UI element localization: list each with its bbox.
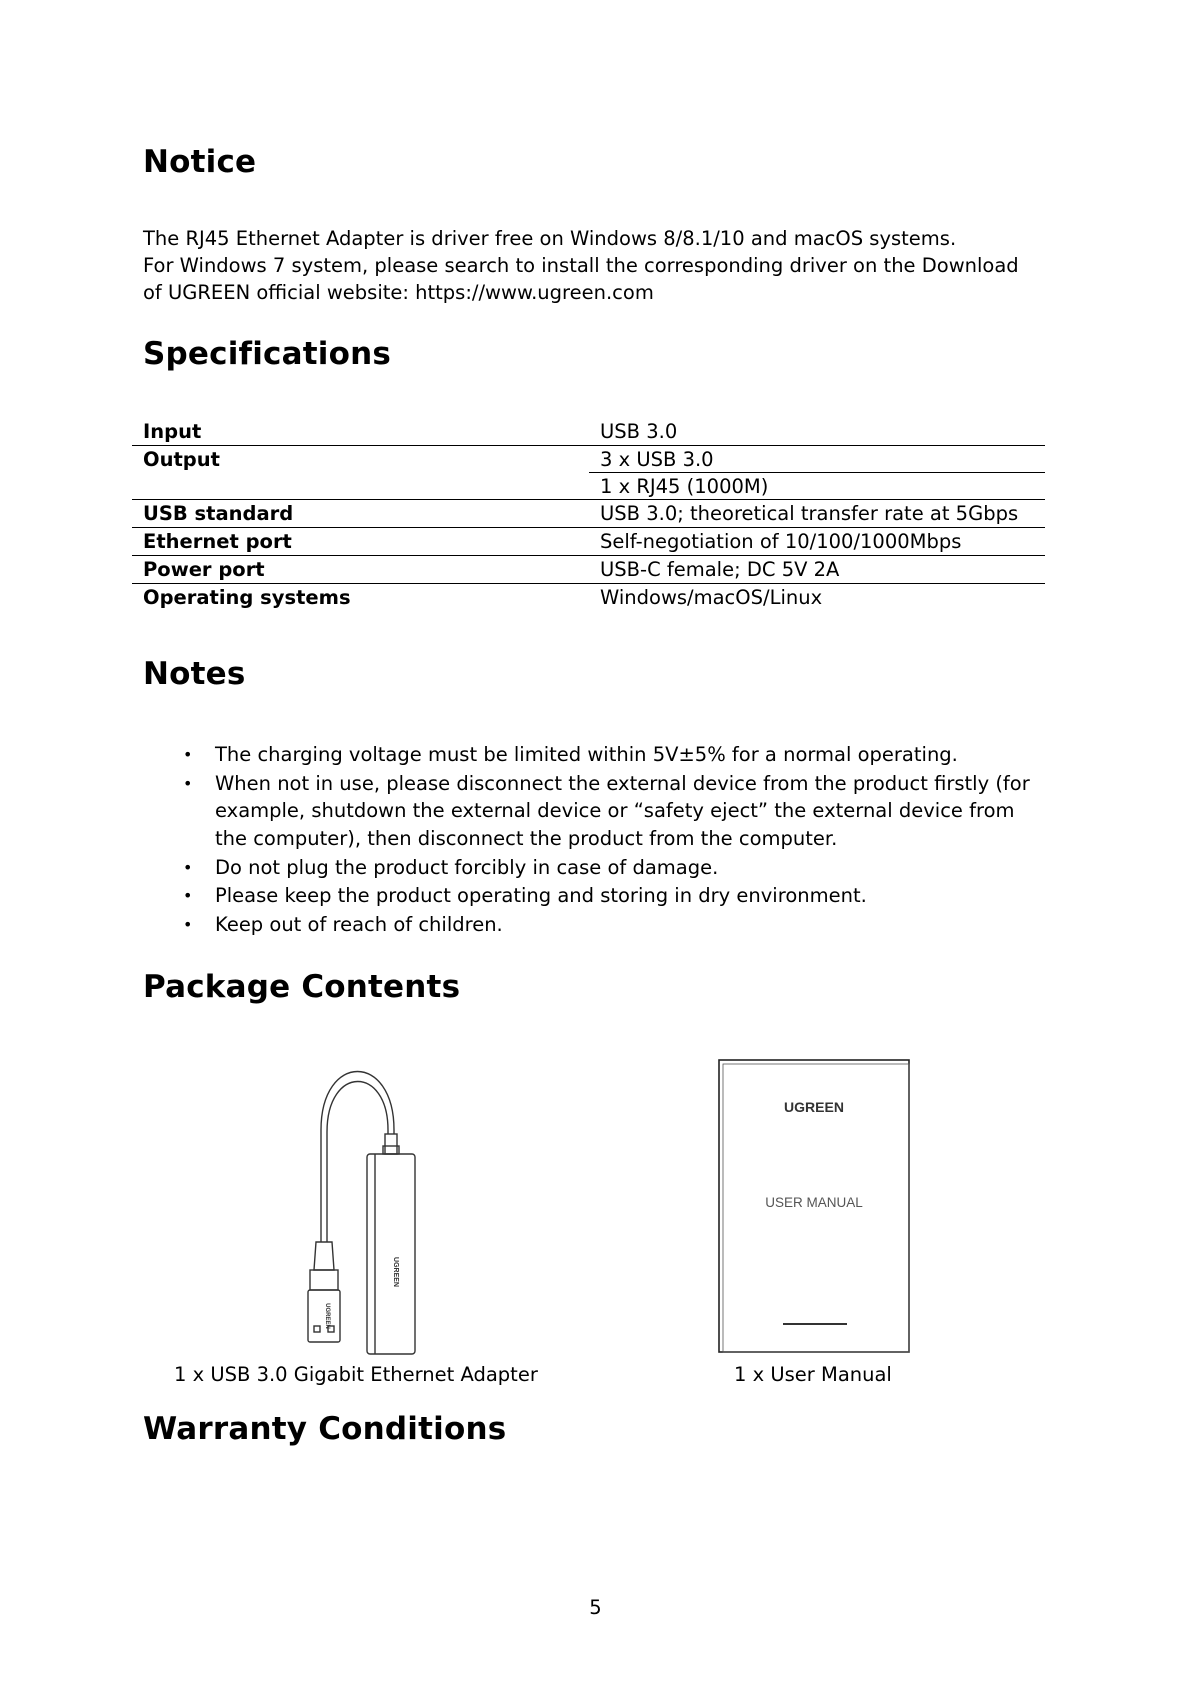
page-number: 5 bbox=[589, 1596, 602, 1619]
spec-label: Ethernet port bbox=[143, 530, 292, 554]
spec-label: Output bbox=[143, 447, 220, 471]
list-item bbox=[176, 741, 1076, 769]
note-line: The charging voltage must be limited within 5V±5% for a normal operating. bbox=[215, 743, 958, 766]
spec-value: 1 x RJ45 (1000M) bbox=[600, 474, 769, 498]
spec-label: Operating systems bbox=[143, 585, 351, 609]
spec-row bbox=[132, 528, 1045, 556]
list-item bbox=[176, 911, 1076, 939]
list-item bbox=[176, 770, 1076, 853]
spec-value: USB 3.0 bbox=[600, 420, 678, 443]
notice-line-3: of UGREEN official website: https://www.ugreen.com bbox=[143, 281, 654, 304]
spec-value: USB-C female; DC 5V 2A bbox=[600, 557, 840, 581]
bullet-icon: • bbox=[183, 886, 193, 906]
note-line: Keep out of reach of children. bbox=[215, 913, 503, 937]
spec-value: Windows/macOS/Linux bbox=[600, 585, 823, 609]
spec-row bbox=[132, 500, 1045, 528]
bullet-icon: • bbox=[183, 915, 193, 935]
spec-label: Input bbox=[143, 420, 202, 443]
list-item bbox=[176, 882, 1076, 910]
warranty-heading: Warranty Conditions bbox=[143, 1411, 507, 1447]
usb-ethernet-adapter-illustration bbox=[290, 1060, 440, 1360]
adapter-brand-text: UGREEN bbox=[392, 1257, 399, 1287]
package-contents-heading: Package Contents bbox=[143, 969, 461, 1005]
adapter-caption: 1 x USB 3.0 Gigabit Ethernet Adapter bbox=[174, 1363, 538, 1386]
user-manual-illustration bbox=[717, 1058, 913, 1358]
bullet-icon: • bbox=[183, 773, 193, 793]
spec-label bbox=[132, 473, 589, 500]
spec-row bbox=[132, 446, 1045, 473]
note-line: When not in use, please disconnect the external device from the product firstly (for bbox=[215, 771, 1030, 795]
notice-line-2: For Windows 7 system, please search to install the corresponding driver on the Download bbox=[143, 254, 1019, 277]
bullet-icon: • bbox=[183, 857, 193, 877]
manual-brand-text: UGREEN bbox=[784, 1099, 844, 1115]
note-line: example, shutdown the external device or “safety eject” the external device from bbox=[215, 799, 1015, 823]
spec-label: Power port bbox=[143, 557, 265, 581]
adapter-plug-brand-text: UGREEN bbox=[324, 1303, 330, 1329]
notes-list bbox=[176, 741, 1076, 940]
list-item bbox=[176, 854, 1076, 882]
spec-value: Self-negotiation of 10/100/1000Mbps bbox=[600, 530, 962, 554]
spec-label: USB standard bbox=[143, 502, 294, 526]
spec-row bbox=[132, 584, 1045, 611]
spec-row bbox=[132, 418, 1045, 446]
spec-value: 3 x USB 3.0 bbox=[589, 446, 1045, 473]
manual-title-text: USER MANUAL bbox=[765, 1195, 863, 1210]
manual-caption: 1 x User Manual bbox=[734, 1363, 892, 1386]
note-line: Do not plug the product forcibly in case of damage. bbox=[215, 855, 719, 879]
spec-row bbox=[132, 556, 1045, 584]
spec-row bbox=[132, 473, 1045, 501]
specifications-heading: Specifications bbox=[143, 336, 392, 372]
notes-heading: Notes bbox=[143, 656, 246, 692]
notice-line-1: The RJ45 Ethernet Adapter is driver free on Windows 8/8.1/10 and macOS systems. bbox=[143, 227, 957, 250]
note-line: the computer), then disconnect the product from the computer. bbox=[215, 826, 838, 850]
spec-value: USB 3.0; theoretical transfer rate at 5Gbps bbox=[600, 502, 1019, 526]
notice-heading: Notice bbox=[143, 144, 257, 180]
note-line: Please keep the product operating and storing in dry environment. bbox=[215, 884, 867, 908]
specifications-table bbox=[132, 418, 1045, 611]
bullet-icon: • bbox=[183, 745, 193, 764]
